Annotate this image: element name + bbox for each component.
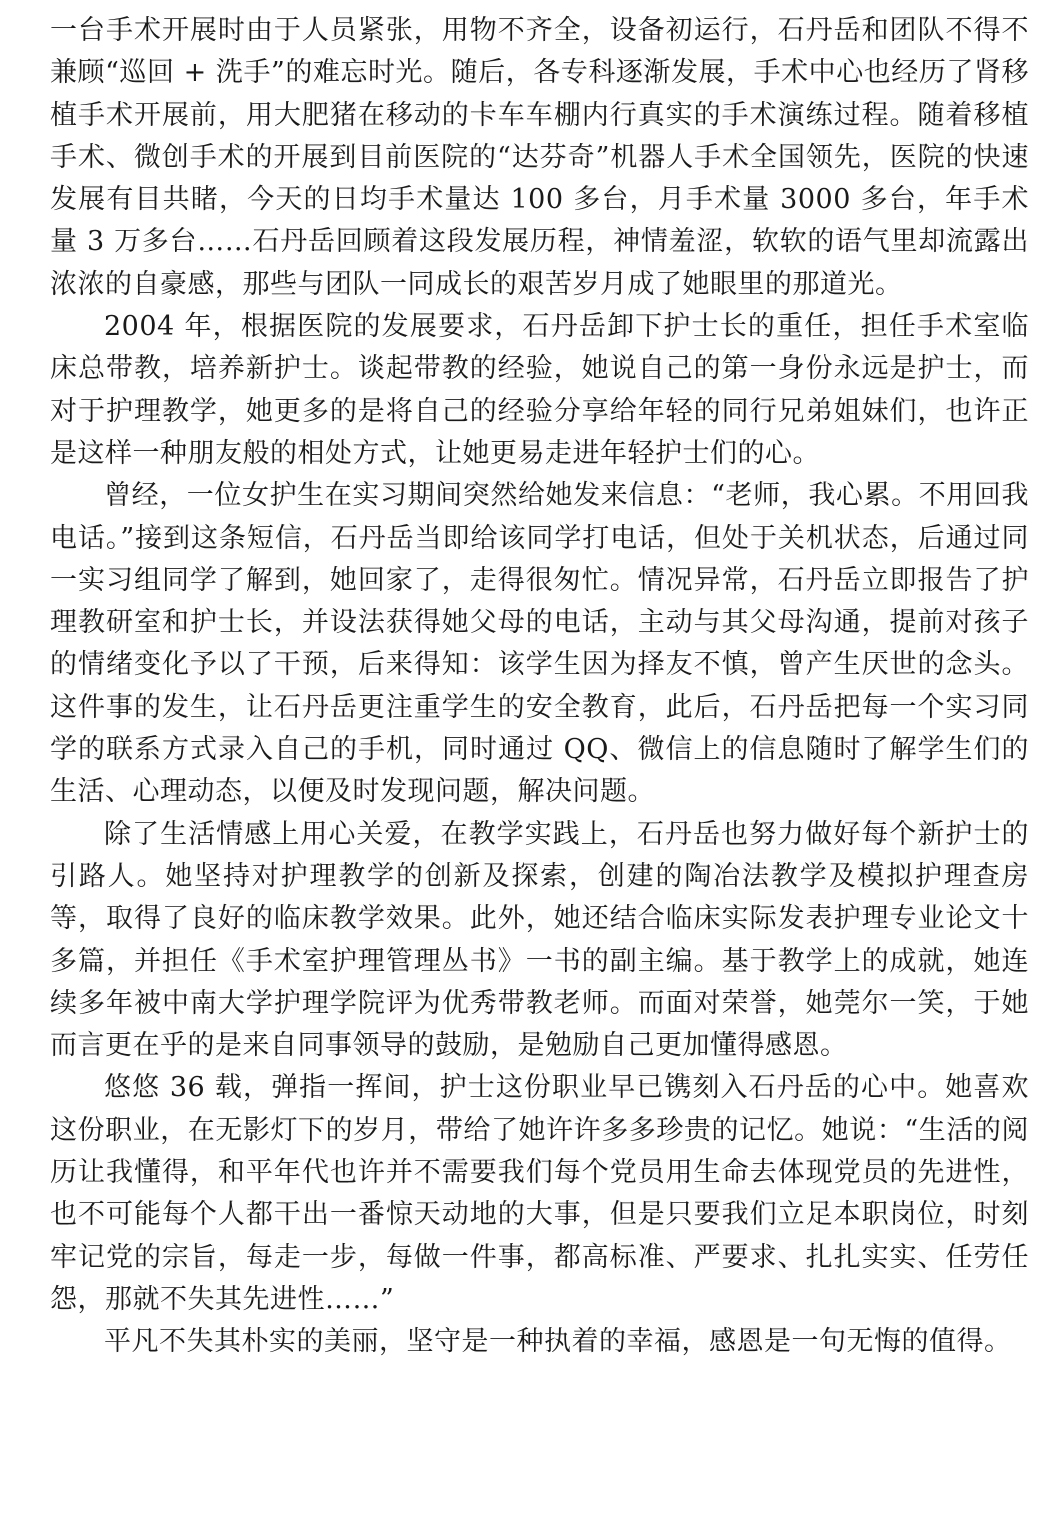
paragraph-6: 平凡不失其朴实的美丽，坚守是一种执着的幸福，感恩是一句无悔的值得。 [104,1326,1012,1358]
paragraph-5: 悠悠 36 载，弹指一挥间，护士这份职业早已镌刻入石丹岳的心中。她喜欢这份职业，在无影灯下的岁月，带给了她许许多多珍贵的记忆。她说：“生活的阅历让我懂得，和平年代也许并不需要我们每个党员用生命去体现党员的先进性，也不可能每个人都干出一番惊天动地的大事，但是只要我们立足本职岗位，时刻牢记党的宗旨，每走一步，每做一件事，都高标准、严要求、扎扎实实、任劳任怨，那就不失其先进性……” [50,1072,1029,1315]
paragraph-1: 一台手术开展时由于人员紧张，用物不齐全，设备初运行，石丹岳和团队不得不兼顾“巡回 + 洗手”的难忘时光。随后，各专科逐渐发展，手术中心也经历了肾移植手术开展前，用大肥猪在移动的卡车车棚内行真实的手术演练过程。随着移植手术、微创手术的开展到目前医院的“达芬奇”机器人手术全国领先，医院的快速发展有目共睹，今天的日均手术量达 100 多台，月手术量 3000 多台，年手术量 3 万多台……石丹岳回顾着这段发展历程，神情羞涩，软软的语气里却流露出浓浓的自豪感，那些与团队一同成长的艰苦岁月成了她眼里的那道光。 [50,15,1029,300]
paragraph-2: 2004 年，根据医院的发展要求，石丹岳卸下护士长的重任，担任手术室临床总带教，培养新护士。谈起带教的经验，她说自己的第一身份永远是护士，而对于护理教学，她更多的是将自己的经验分享给年轻的同行兄弟姐妹们，也许正是这样一种朋友般的相处方式，让她更易走进年轻护士们的心。 [50,311,1029,469]
paragraph-4: 除了生活情感上用心关爱，在教学实践上，石丹岳也努力做好每个新护士的引路人。她坚持对护理教学的创新及探索，创建的陶冶法教学及模拟护理查房等，取得了良好的临床教学效果。此外，她还结合临床实际发表护理专业论文十多篇，并担任《手术室护理管理丛书》一书的副主编。基于教学上的成就，她连续多年被中南大学护理学院评为优秀带教老师。而面对荣誉，她莞尔一笑，于她而言更在乎的是来自同事领导的鼓励，是勉励自己更加懂得感恩。 [50,818,1029,1062]
paragraph-3: 曾经，一位女护生在实习期间突然给她发来信息：“老师，我心累。不用回我电话。”接到这条短信，石丹岳当即给该同学打电话，但处于关机状态，后通过同一实习组同学了解到，她回家了，走得很匆忙。情况异常，石丹岳立即报告了护理教研室和护士长，并设法获得她父母的电话，主动与其父母沟通，提前对孩子的情绪变化予以了干预，后来得知：该学生因为择友不慎，曾产生厌世的念头。这件事的发生，让石丹岳更注重学生的安全教育，此后，石丹岳把每一个实习同学的联系方式录入自己的手机，同时通过 QQ、微信上的信息随时了解学生们的生活、心理动态，以便及时发现问题，解决问题。 [50,480,1029,808]
